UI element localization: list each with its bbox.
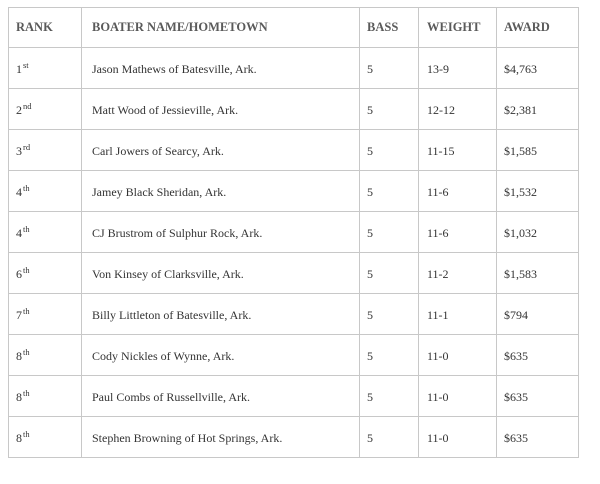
table-row [9, 212, 579, 253]
table-row [9, 89, 579, 130]
weight-cell: 11-0 [419, 417, 497, 458]
rank-cell [9, 171, 82, 212]
rank-number: 2 [16, 103, 22, 117]
results-table [8, 7, 579, 458]
rank-cell [9, 130, 82, 171]
award-cell: $4,763 [497, 48, 579, 89]
rank-number: 1 [16, 62, 22, 76]
rank-cell [9, 294, 82, 335]
table-row [9, 171, 579, 212]
header-boater-name: BOATER NAME/HOMETOWN [82, 8, 360, 48]
table-row [9, 48, 579, 89]
header-bass: BASS [360, 8, 419, 48]
results-body [9, 48, 579, 458]
weight-cell: 11-1 [419, 294, 497, 335]
boater-name-cell: Stephen Browning of Hot Springs, Ark. [82, 417, 360, 458]
bass-cell: 5 [360, 130, 419, 171]
weight-cell: 11-0 [419, 376, 497, 417]
bass-cell: 5 [360, 89, 419, 130]
rank-suffix: th [23, 429, 30, 439]
weight-cell: 11-6 [419, 171, 497, 212]
award-cell: $635 [497, 376, 579, 417]
rank-number: 8 [16, 431, 22, 445]
rank-suffix: th [23, 347, 30, 357]
bass-cell: 5 [360, 212, 419, 253]
table-row [9, 376, 579, 417]
rank-number: 4 [16, 226, 22, 240]
boater-name-cell: Von Kinsey of Clarksville, Ark. [82, 253, 360, 294]
rank-suffix: th [23, 224, 30, 234]
rank-cell [9, 376, 82, 417]
rank-suffix: th [23, 183, 30, 193]
header-row [9, 8, 579, 48]
table-row [9, 294, 579, 335]
rank-suffix: th [23, 388, 30, 398]
bass-cell: 5 [360, 171, 419, 212]
weight-cell: 12-12 [419, 89, 497, 130]
table-row [9, 335, 579, 376]
weight-cell: 13-9 [419, 48, 497, 89]
award-cell: $1,032 [497, 212, 579, 253]
header-weight: WEIGHT [419, 8, 497, 48]
rank-number: 6 [16, 267, 22, 281]
boater-name-cell: CJ Brustrom of Sulphur Rock, Ark. [82, 212, 360, 253]
rank-cell [9, 417, 82, 458]
rank-cell [9, 253, 82, 294]
rank-cell [9, 212, 82, 253]
header-award: AWARD [497, 8, 579, 48]
bass-cell: 5 [360, 417, 419, 458]
bass-cell: 5 [360, 48, 419, 89]
rank-number: 3 [16, 144, 22, 158]
rank-suffix: nd [23, 101, 32, 111]
rank-number: 4 [16, 185, 22, 199]
boater-name-cell: Jason Mathews of Batesville, Ark. [82, 48, 360, 89]
boater-name-cell: Paul Combs of Russellville, Ark. [82, 376, 360, 417]
table-row [9, 253, 579, 294]
table-row [9, 130, 579, 171]
weight-cell: 11-0 [419, 335, 497, 376]
weight-cell: 11-2 [419, 253, 497, 294]
rank-suffix: th [23, 306, 30, 316]
bass-cell: 5 [360, 253, 419, 294]
header-rank: RANK [9, 8, 82, 48]
rank-cell [9, 89, 82, 130]
boater-name-cell: Matt Wood of Jessieville, Ark. [82, 89, 360, 130]
table-row [9, 417, 579, 458]
rank-cell [9, 48, 82, 89]
rank-suffix: st [23, 60, 29, 70]
bass-cell: 5 [360, 376, 419, 417]
award-cell: $794 [497, 294, 579, 335]
award-cell: $2,381 [497, 89, 579, 130]
weight-cell: 11-6 [419, 212, 497, 253]
boater-name-cell: Jamey Black Sheridan, Ark. [82, 171, 360, 212]
award-cell: $1,585 [497, 130, 579, 171]
weight-cell: 11-15 [419, 130, 497, 171]
rank-cell [9, 335, 82, 376]
boater-name-cell: Carl Jowers of Searcy, Ark. [82, 130, 360, 171]
award-cell: $1,532 [497, 171, 579, 212]
rank-number: 8 [16, 349, 22, 363]
rank-suffix: rd [23, 142, 31, 152]
rank-number: 8 [16, 390, 22, 404]
bass-cell: 5 [360, 335, 419, 376]
award-cell: $635 [497, 417, 579, 458]
rank-suffix: th [23, 265, 30, 275]
bass-cell: 5 [360, 294, 419, 335]
boater-name-cell: Billy Littleton of Batesville, Ark. [82, 294, 360, 335]
award-cell: $1,583 [497, 253, 579, 294]
award-cell: $635 [497, 335, 579, 376]
rank-number: 7 [16, 308, 22, 322]
boater-name-cell: Cody Nickles of Wynne, Ark. [82, 335, 360, 376]
